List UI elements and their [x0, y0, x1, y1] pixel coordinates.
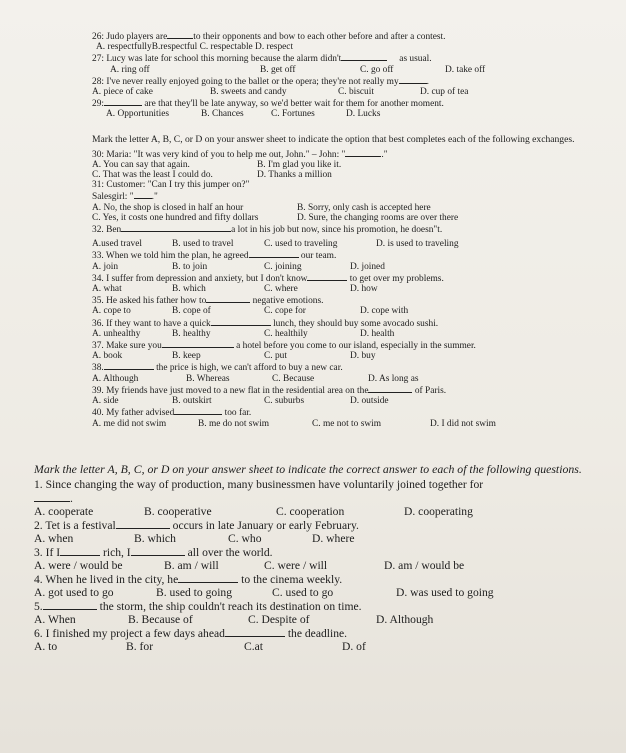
option-a: A. When: [34, 613, 76, 626]
option-d: D. take off: [445, 64, 486, 75]
option-c: C. biscuit: [338, 87, 374, 98]
option-d: D. cup of tea: [420, 87, 469, 98]
option-b: B. used to travel: [172, 239, 234, 250]
q33-options: [92, 262, 622, 272]
option-d: D. Although: [376, 613, 434, 626]
q29-tail: are that they'll be late anyway, so we'd better wait for them for another moment.: [144, 99, 444, 110]
option-b: B. healthy: [172, 328, 211, 339]
q4-stem: 4. When he lived in the city, he: [34, 573, 179, 586]
answer-blank: [134, 190, 152, 199]
q39-options: [92, 396, 622, 406]
q28-options: [92, 87, 622, 97]
q27-options: [92, 65, 622, 75]
question-4: [34, 572, 594, 586]
q36-options: [92, 329, 622, 339]
q35-tail: negative emotions.: [252, 296, 324, 307]
q31-options: [92, 203, 502, 223]
option-b: B. for: [126, 640, 154, 653]
option-d: D. is used to traveling: [376, 239, 459, 250]
option-d: D. Sure, the changing rooms are over there: [297, 212, 459, 223]
answer-blank: [225, 626, 285, 637]
q3-options: [34, 559, 594, 572]
option-c: C. used to traveling: [264, 239, 338, 250]
q4-tail: to the cinema weekly.: [241, 573, 343, 586]
q32-tail: a lot in his job but now, since his promotion, he doesn"t.: [231, 225, 443, 236]
option-a: A. ring off: [110, 64, 150, 75]
answer-blank: [162, 339, 234, 348]
question-3: [34, 545, 594, 559]
answer-blank: [345, 148, 381, 157]
question-34: [92, 272, 622, 284]
option-b: B. I'm glad you like it.: [257, 159, 342, 170]
q6-tail: the deadline.: [287, 627, 348, 640]
option-a: A. Although: [92, 373, 139, 384]
question-28: 28: I've never really enjoyed going to the ballet or the opera; they're not really my .: [92, 76, 429, 87]
option-b: B. to join: [172, 261, 208, 272]
option-c: C. Despite of: [248, 613, 310, 626]
answer-blank: [104, 361, 154, 370]
option-b: B. outskirt: [172, 396, 212, 407]
q36-stem: 36. If they want to have a quick: [92, 318, 211, 329]
q26-tail: to their opponents and bow to each other before and after a contest.: [193, 32, 446, 42]
q39-stem: 39. My friends have just moved to a new flat in the residential area on the: [92, 385, 369, 396]
question-33: [92, 249, 622, 261]
option-d: D. where: [312, 532, 355, 545]
q32-options: [92, 239, 622, 249]
option-b: B. sweets and candy: [210, 87, 287, 98]
questions-instruction: Mark the letter A, B, C, or D on your answer sheet to indicate the correct answer to each of the following questions.: [34, 462, 582, 476]
question-26: [92, 30, 622, 42]
q31-salesgirl: [92, 190, 622, 202]
option-c: C. Yes, it costs one hundred and fifty dollars: [92, 212, 259, 223]
option-c: C. healthily: [264, 328, 308, 339]
q2-tail: occurs in late January or early February.: [172, 519, 359, 532]
option-d: D. buy: [350, 351, 376, 362]
q26-options: A. respectfullyB.respectful C. respectable D. respect: [96, 42, 294, 53]
option-c: C. That was the least I could do.: [92, 170, 213, 181]
answer-blank: [43, 599, 97, 610]
q38-options: [92, 374, 622, 384]
answer-blank: [307, 272, 347, 281]
q33-stem: 33. When we told him the plan, he agreed: [92, 251, 249, 262]
option-b: B. am / will: [164, 559, 219, 572]
option-d: D. how: [350, 284, 378, 295]
answer-blank: [116, 518, 170, 529]
q3-middle: rich, I: [102, 546, 131, 559]
q30-stem: 30: Maria: "It was very kind of you to help me out, John." – John: ": [92, 149, 346, 160]
question-30: [92, 148, 622, 160]
q38-tail: the price is high, we can't afford to buy a new car.: [156, 363, 343, 374]
q31-speaker: Salesgirl: ": [92, 192, 134, 203]
answer-blank: [211, 317, 271, 326]
q6-stem: 6. I finished my project a few days ahead: [34, 627, 225, 640]
option-b: B. get off: [260, 64, 296, 75]
q5-tail: the storm, the ship couldn't reach its destination on time.: [99, 600, 362, 613]
q3-stem: 3. If I: [34, 546, 61, 559]
option-a: A. cope to: [92, 306, 131, 317]
answer-blank: [206, 294, 250, 303]
q31-tail: .": [151, 192, 158, 203]
question-1: [34, 478, 504, 505]
answer-blank: [399, 75, 427, 84]
q30-tail: .": [381, 149, 388, 160]
question-5: [34, 599, 594, 613]
option-b: B. Sorry, only cash is accepted here: [297, 202, 431, 213]
option-d: D. outside: [350, 396, 389, 407]
option-a: A.used travel: [92, 239, 142, 250]
option-c: C. suburbs: [264, 396, 305, 407]
option-a: A. me did not swim: [92, 418, 167, 429]
option-b: B. used to going: [156, 586, 233, 599]
answer-blank: [178, 572, 238, 583]
option-d: D. Thanks a million: [257, 170, 332, 181]
q32-stem: 32. Ben: [92, 225, 122, 236]
option-a: A. were / would be: [34, 559, 123, 572]
option-a: A. book: [92, 351, 123, 362]
answer-blank: [174, 406, 222, 415]
answer-blank: [121, 223, 231, 232]
option-d: D. Lucks: [346, 109, 381, 120]
q3-tail: all over the world.: [187, 546, 273, 559]
option-a: A. unhealthy: [92, 328, 141, 339]
option-a: A. to: [34, 640, 58, 653]
q34-stem: 34. I suffer from depression and anxiety, but I don't know: [92, 273, 308, 284]
exchange-instruction: Mark the letter A, B, C, or D on your answer sheet to indicate the option that best completes each of the following exchanges.: [92, 133, 575, 145]
option-a: A. side: [92, 396, 119, 407]
option-d: D. I did not swim: [430, 418, 496, 429]
option-b: B. Because of: [128, 613, 193, 626]
q1-options: [34, 505, 594, 518]
q35-options: [92, 306, 622, 316]
option-a: A. what: [92, 284, 122, 295]
option-b: B. which: [172, 284, 206, 295]
option-c: C. were / will: [264, 559, 328, 572]
q33-tail: our team.: [300, 251, 337, 262]
option-a: A. when: [34, 532, 74, 545]
q6-options: [34, 640, 594, 653]
q29-number: 29:: [92, 99, 104, 110]
option-c: C. Because: [272, 373, 315, 384]
q26-stem: 26: Judo players are: [92, 32, 168, 42]
q40-stem: 40. My father advised: [92, 408, 175, 419]
option-a: A. piece of cake: [92, 87, 153, 98]
q2-options: [34, 532, 594, 545]
q36-tail: lunch, they should buy some avocado sushi.: [273, 318, 439, 329]
answer-blank: [368, 384, 412, 393]
option-d: D. of: [342, 640, 366, 653]
q27-stem: 27: Lucy was late for school this morning because the alarm didn't: [92, 54, 342, 65]
q2-stem: 2. Tet is a festival: [34, 519, 116, 532]
option-b: B. which: [134, 532, 176, 545]
option-c: C. Fortunes: [271, 109, 315, 120]
q38-number: 38.: [92, 363, 104, 374]
option-d: D. health: [360, 328, 395, 339]
question-32: [92, 223, 622, 235]
question-37: [92, 339, 622, 351]
lower-section: [34, 456, 594, 653]
q5-options: [34, 613, 594, 626]
answer-blank: [60, 545, 100, 556]
q34-options: [92, 284, 622, 294]
q27-tail: as usual.: [399, 54, 432, 65]
option-d: D. cooperating: [404, 505, 473, 518]
q28-stem: 28: I've never really enjoyed going to the ballet or the opera; they're not really my: [92, 76, 399, 87]
question-36: [92, 317, 622, 329]
question-6: [34, 626, 594, 640]
option-a: A. join: [92, 261, 119, 272]
upper-section: [92, 30, 622, 429]
option-d: D. joined: [350, 261, 385, 272]
option-c: C. used to go: [272, 586, 334, 599]
question-40: [92, 406, 622, 418]
q37-tail: a hotel before you come to our island, especially in the summer.: [236, 341, 476, 352]
q5-number: 5.: [34, 600, 43, 613]
q29-options: [92, 109, 622, 119]
q30-options: [92, 160, 422, 180]
option-c: C. joining: [264, 261, 302, 272]
answer-blank: [34, 491, 70, 502]
option-a: A. got used to go: [34, 586, 114, 599]
question-27: [92, 52, 622, 64]
q34-tail: to get over my problems.: [349, 273, 444, 284]
option-d: D. As long as: [368, 373, 419, 384]
question-35: [92, 294, 622, 306]
option-a: A. You can say that again.: [92, 159, 190, 170]
option-c: C. cope for: [264, 306, 306, 317]
option-a: A. cooperate: [34, 505, 94, 518]
option-c: C. who: [228, 532, 262, 545]
answer-blank: [104, 97, 142, 106]
question-38: [92, 361, 622, 373]
option-c: C. where: [264, 284, 298, 295]
option-c: C.at: [244, 640, 263, 653]
option-d: D. cope with: [360, 306, 409, 317]
question-2: [34, 518, 594, 532]
q1-stem: 1. Since changing the way of production, many businessmen have voluntarily joined together for: [34, 478, 484, 491]
option-c: C. me not to swim: [312, 418, 382, 429]
question-29: [92, 97, 622, 109]
question-39: [92, 384, 622, 396]
option-c: C. go off: [360, 64, 394, 75]
q37-stem: 37. Make sure you: [92, 341, 162, 352]
option-b: B. Whereas: [186, 373, 230, 384]
option-b: B. me do not swim: [198, 418, 270, 429]
q40-options: [92, 419, 622, 429]
option-a: A. Opportunities: [106, 109, 170, 120]
q39-tail: of Paris.: [414, 385, 447, 396]
q1-tail: .: [70, 492, 73, 505]
answer-blank: [167, 30, 193, 39]
q40-tail: too far.: [224, 408, 252, 419]
option-b: B. cooperative: [144, 505, 212, 518]
option-b: B. cope of: [172, 306, 211, 317]
option-d: D. was used to going: [396, 586, 494, 599]
option-c: C. cooperation: [276, 505, 345, 518]
q37-options: [92, 351, 622, 361]
option-b: B. keep: [172, 351, 201, 362]
option-c: C. put: [264, 351, 287, 362]
question-31: 31: Customer: "Can I try this jumper on?": [92, 180, 250, 191]
answer-blank: [341, 52, 387, 61]
option-a: A. No, the shop is closed in half an hour: [92, 202, 244, 213]
answer-blank: [131, 545, 185, 556]
answer-blank: [249, 249, 299, 258]
option-b: B. Chances: [201, 109, 244, 120]
option-d: D. am / would be: [384, 559, 465, 572]
q35-stem: 35. He asked his father how to: [92, 296, 207, 307]
q4-options: [34, 586, 594, 599]
